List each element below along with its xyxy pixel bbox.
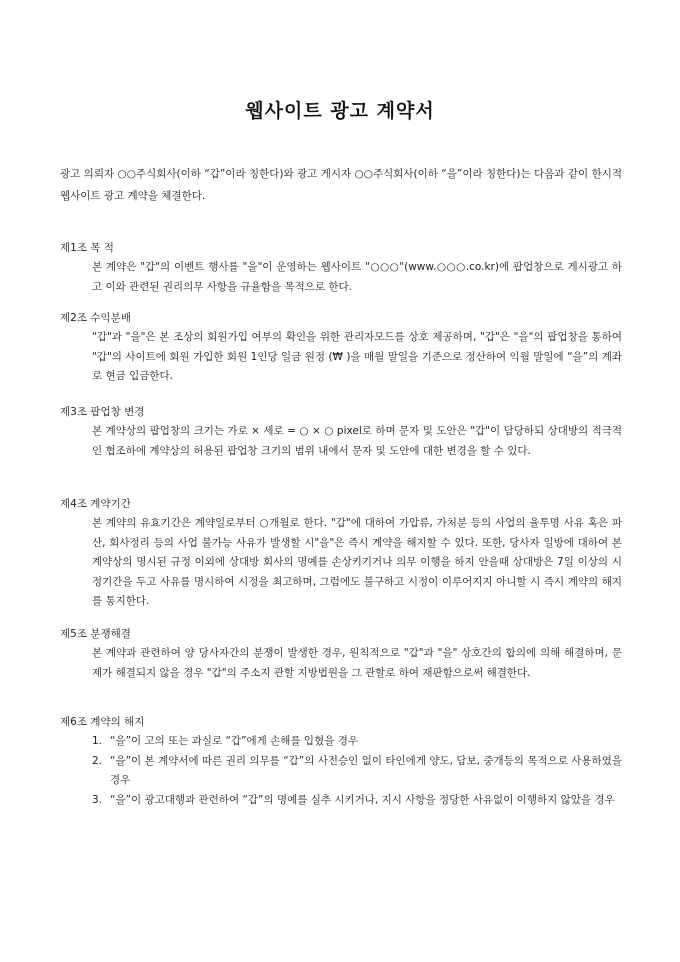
article-heading: 제3조 팝업창 변경 (60, 406, 145, 418)
article-body: "갑"과 "을"은 본 조상의 회원가입 여부의 확인을 위한 관리자모드를 상호 제공하며, "갑"은 "을"의 팝업창을 통하여 "갑"의 사이트에 회원 가입한 회원 1인당 일금 원정 (₩ )을 매월 말일을 기준으로 정산하여 익월 말일에 “을”의 계좌로 현금 입금한다. (92, 331, 622, 382)
article-heading: 제1조 목 적 (60, 242, 114, 254)
article-6 (60, 712, 622, 810)
article-body: 본 계약상의 팝업창의 크기는 가로 × 세로 = ○ × ○ pixel로 하며 문자 및 도안은 "갑"이 담당하되 상대방의 적극적인 협조하에 계약상의 허용된 팝업창 크기의 범위 내에서 문자 및 도안에 대한 변경을 할 수 있다. (92, 425, 622, 457)
list-item-number: 1. (92, 735, 103, 747)
intro-paragraph: 광고 의뢰자 ○○주식회사(이하 “갑”이라 칭한다)와 광고 게시자 ○○주식회사(이하 “을”이라 칭한다)는 다음과 같이 한시적 웹사이트 광고 계약을 체결한다. (60, 168, 622, 202)
list-item (92, 752, 622, 791)
termination-list (60, 732, 622, 810)
article-3 (60, 402, 622, 461)
list-item-number: 3. (92, 793, 103, 806)
article-heading: 제5조 분쟁해결 (60, 628, 131, 640)
article-4 (60, 494, 622, 612)
document-title: 웹사이트 광고 계약서 (245, 100, 435, 122)
article-heading: 제2조 수익분배 (60, 312, 131, 324)
list-item (92, 732, 622, 752)
list-item (92, 791, 622, 811)
article-5 (60, 624, 622, 683)
article-body: 본 계약의 유효기간은 계약일로부터 ○개월로 한다. "갑"에 대하여 가압류, 가처분 등의 사업의 율투명 사유 혹은 파산, 회사정리 등의 사업 불가능 사유가 발생할 시"을"은 즉시 계약을 해지할 수 있다. 또한, 당사자 일방에 대하여 본 계약상의 명시된 규정 이외에 상대방 회사의 명예를 손상키기거나 의무 이행을 하지 안을때 상대방은 7일 이상의 시정기간을 두고 사유를 명시하여 시정을 최고하며, 그럼에도 불구하고 시정이 이루어지지 아니할 시 즉시 계약의 해지를 통지한다. (92, 517, 622, 607)
article-2 (60, 308, 622, 387)
list-item-text: “을”이 광고대행과 관련하여 “갑”의 명예를 실추 시키거나, 지시 사항을 정당한 사유없이 이행하지 않았을 경우 (110, 793, 615, 806)
list-item-text: “을”이 고의 또는 과실로 “갑”에게 손해를 입혔을 경우 (110, 735, 358, 747)
list-item-text: “을”이 본 계약서에 따른 권리 의무를 “갑”의 사전승인 없이 타인에게 양도, 담보, 중개등의 목적으로 사용하였을 경우 (110, 754, 622, 786)
article-1 (60, 238, 622, 297)
article-heading: 제4조 계약기간 (60, 498, 131, 510)
article-body: 본 계약과 관련하여 양 당사자간의 분쟁이 발생한 경우, 원칙적으로 "갑"과 "을" 상호간의 합의에 의해 해결하며, 문제가 해결되지 않을 경우 "갑"의 주소지 관할 지방법원을 그 관할로 하여 재판함으로써 해결한다. (92, 647, 622, 679)
article-body: 본 계약은 "갑"의 이벤트 행사를 "을"이 운영하는 웹사이트 "○○○"(www.○○○.co.kr)에 팝업창으로 게시광고 하고 이와 관련된 권리의무 사항을 규율함을 목적으로 한다. (92, 261, 622, 293)
article-heading: 제6조 계약의 해지 (60, 716, 145, 728)
list-item-number: 2. (92, 754, 103, 767)
